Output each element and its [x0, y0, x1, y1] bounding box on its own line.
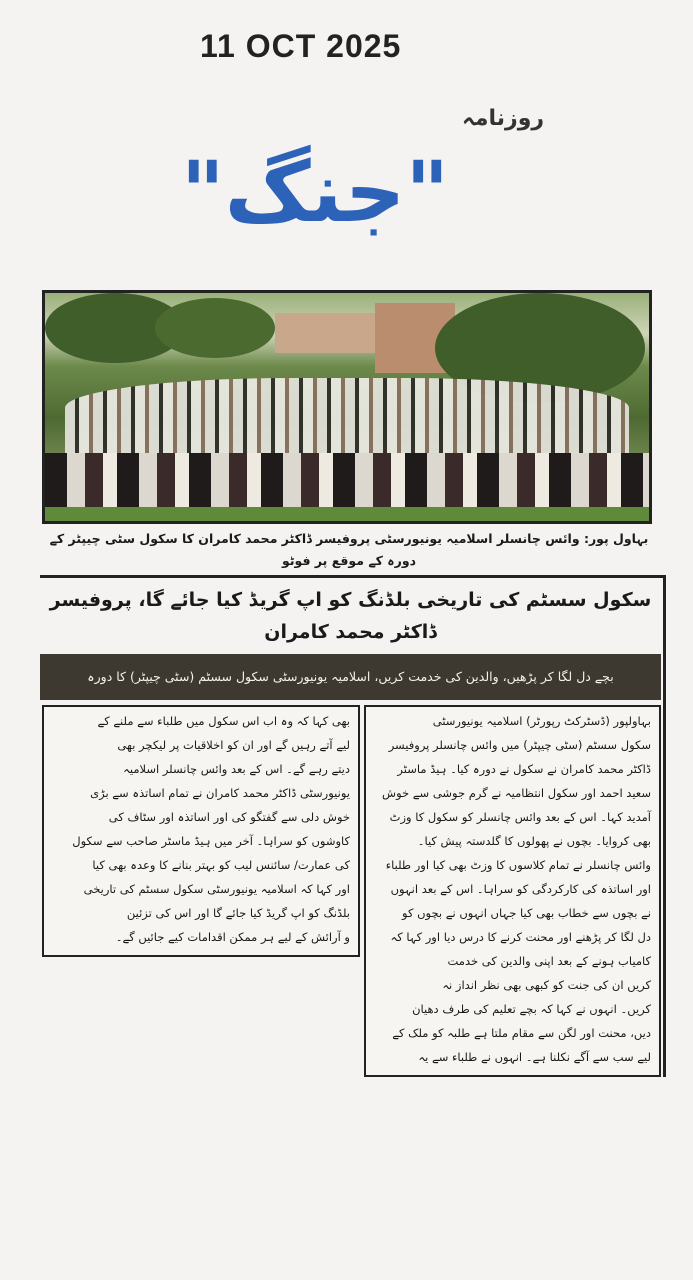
article-line: وائس چانسلر نے تمام کلاسوں کا وزٹ بھی کیا اور طلباء	[385, 858, 651, 872]
article-line: بہاولپور (ڈسٹرکٹ رپورٹر) اسلامیہ یونیورسٹی	[432, 714, 651, 728]
article-line: یونیورسٹی ڈاکٹر محمد کامران نے تمام اساتذہ سے بڑی	[90, 786, 350, 800]
article-column-left	[42, 705, 360, 957]
headline: سکول سسٹم کی تاریخی بلڈنگ کو اپ گریڈ کیا جائے گا، پروفیسر ڈاکٹر محمد کامران	[49, 589, 652, 643]
article-line: نے بچوں سے خطاب بھی کیا جہاں انہوں نے بچوں کو	[402, 906, 651, 920]
article-line: اور کہا کہ اسلامیہ یونیورسٹی سکول سسٹم کی تاریخی	[83, 882, 350, 896]
article-line: آمدید کہا۔ اس کے بعد وائس چانسلر کو سکول کا وزٹ	[389, 810, 651, 824]
masthead-roznama: روزنامہ	[462, 106, 545, 131]
article-line: کامیاب ہونے کے بعد اپنی والدین کی خدمت	[447, 954, 651, 968]
article-columns	[40, 705, 661, 1077]
article-line: لیے آتے رہیں گے اور ان کو اخلاقیات پر لیکچر بھی	[117, 738, 350, 752]
article-line: دیں، محنت اور لگن سے مقام ملتا ہے طلبہ کو ملک کے	[392, 1026, 651, 1040]
article-line: سکول سسٹم (سٹی چیپٹر) میں وائس چانسلر پروفیسر	[388, 738, 651, 752]
article-line: بلڈنگ کو اپ گریڈ کیا جائے گا اور اس کی تزئین	[126, 906, 350, 920]
article-line: سعید احمد اور سکول انتظامیہ نے گرم جوشی سے خوش	[382, 786, 651, 800]
article-line: دیتے رہے گے۔ اس کے بعد وائس چانسلر اسلامیہ	[123, 762, 350, 776]
article-line: ڈاکٹر محمد کامران نے سکول نے دورہ کیا۔ ہیڈ ماسٹر	[397, 762, 651, 776]
article-line: بھی کہا کہ وہ اب اس سکول میں طلباء سے ملنے کے	[97, 714, 350, 728]
article-line: کریں۔ انہوں نے کہا کہ بچے تعلیم کی طرف دھیان	[412, 1002, 651, 1016]
article-line: خوش دلی سے گفتگو کی اور اساتذہ اور سٹاف کی	[108, 810, 350, 824]
article-line: لیے سب سے آگے نکلنا ہے۔ انہوں نے طلباء سے یہ	[418, 1050, 651, 1064]
article-line: کریں ان کی جنت کو کبھی بھی نظر انداز نہ	[442, 978, 651, 992]
article-line: کی عمارت/ سائنس لیب کو بہتر بنانے کا وعدہ بھی کیا	[92, 858, 350, 872]
article-line: بھی کروایا۔ بچوں نے پھولوں کا گلدستہ پیش کیا۔	[417, 834, 651, 848]
article-line: کاوشوں کو سراہا۔ آخر میں ہیڈ ماسٹر صاحب سے سکول	[72, 834, 350, 848]
story-area	[40, 578, 666, 1077]
article-block	[30, 290, 666, 1077]
article-line: دل لگا کر پڑھنے اور محنت کرنے کا درس دیا اور کہا کہ	[390, 930, 651, 944]
photo-caption: بہاول پور: وائس چانسلر اسلامیہ یونیورسٹی پروفیسر ڈاکٹر محمد کامران کا سکول سٹی چیپٹر کے دورہ کے موقع پر فوٹو	[49, 531, 649, 568]
news-photo	[42, 290, 652, 524]
masthead-logo-jang: "جنگ"	[180, 143, 450, 241]
subheadline: بچے دل لگا کر پڑھیں، والدین کی خدمت کریں، اسلامیہ یونیورسٹی سکول سسٹم (سٹی چیپٹر) کا دورہ	[40, 654, 661, 700]
article-line: اور اساتذہ کی کارکردگی کو سراہا۔ اس کے بعد انہوں	[390, 882, 651, 896]
article-column-right	[364, 705, 661, 1077]
article-line: و آرائش کے لیے ہر ممکن اقدامات کیے جائیں گے۔	[115, 930, 350, 944]
clipping-date: 11 OCT 2025	[200, 28, 402, 64]
